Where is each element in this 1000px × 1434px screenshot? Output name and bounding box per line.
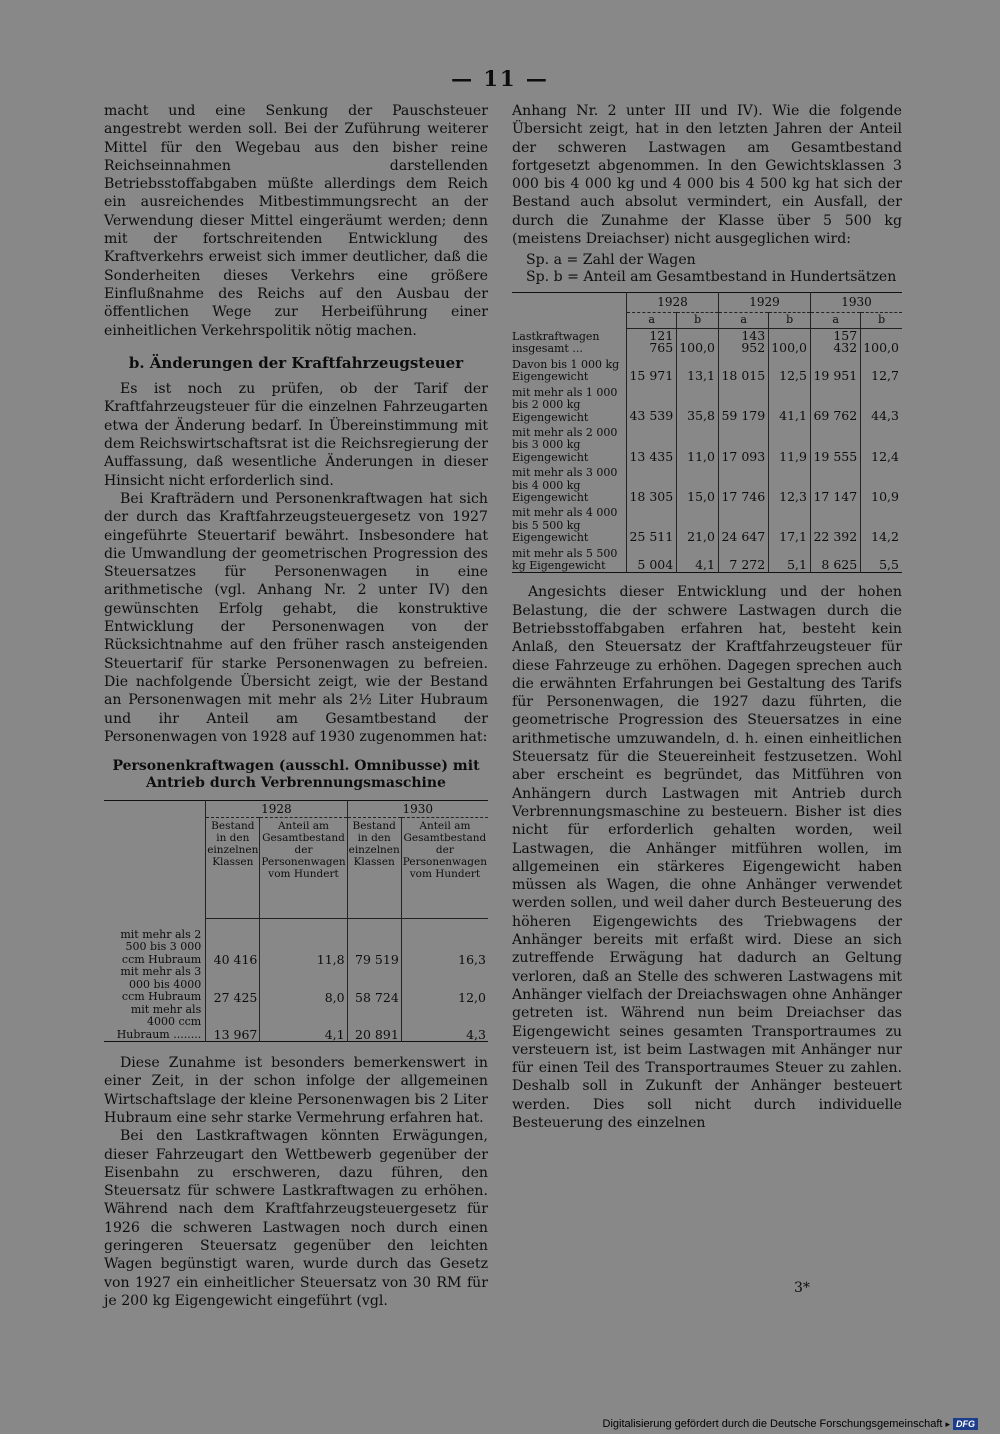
paragraph: Diese Zunahme ist besonders bemerkenswert in einer Zeit, in der schon infolge der allgemeinen Wirtschaftslage der kleine Personenwagen bis 2 Liter Hubraum eine sehr starke Vermehrung erfahren hat. [104, 1055, 488, 1126]
table-cell: 24 647 [719, 504, 769, 544]
table-cell: 27 425 [206, 966, 260, 1004]
table-cell: 12,0 [401, 966, 488, 1004]
arrow-icon: ▸ [945, 1418, 950, 1429]
truck-table [512, 292, 902, 573]
row-label: Lastkraftwagen insgesamt ... [512, 330, 600, 356]
year-header: 1930 [347, 801, 488, 818]
column-header: a [811, 312, 861, 328]
table-cell: 100,0 [769, 328, 811, 356]
footer-text: Digitalisierung gefördert durch die Deutsche Forschungsgemeinschaft [602, 1418, 943, 1430]
table-cell: 17,1 [769, 504, 811, 544]
table-cell: 17 147 [811, 464, 861, 504]
table-cell: 157 432 [811, 328, 861, 356]
table-cell: 7 272 [719, 545, 769, 573]
table-cell: 14,2 [861, 504, 902, 544]
table-row [512, 545, 902, 573]
table-cell: 58 724 [347, 966, 401, 1004]
column-header: Bestand in den einzelnen Klassen [206, 818, 260, 919]
table-cell: 8,0 [260, 966, 347, 1004]
table-cell: 13,1 [677, 356, 719, 384]
table-cell: 35,8 [677, 384, 719, 424]
table-cell: 13 967 [206, 1004, 260, 1042]
right-column [512, 102, 902, 1132]
dfg-logo: DFG [953, 1418, 978, 1430]
table-cell: 41,1 [769, 384, 811, 424]
row-label: mit mehr als 3 000 bis 4000 ccm Hubraum [120, 965, 202, 1004]
table-cell: 5 004 [627, 545, 677, 573]
table-cell: 13 435 [627, 424, 677, 464]
table-cell: 22 392 [811, 504, 861, 544]
table-legend [526, 252, 902, 286]
column-header: a [627, 312, 677, 328]
table-cell: 12,7 [861, 356, 902, 384]
table-cell: 59 179 [719, 384, 769, 424]
table-row [512, 464, 902, 504]
signature-mark: 3* [794, 1280, 810, 1296]
table-cell: 11,8 [260, 919, 347, 967]
row-label: Davon bis 1 000 kg Eigengewicht [512, 357, 620, 384]
table-cell: 15 971 [627, 356, 677, 384]
table-cell: 79 519 [347, 919, 401, 967]
year-header: 1930 [811, 293, 903, 313]
table-title: Personenkraftwagen (ausschl. Omnibusse) mit Antrieb durch Verbrennungsmaschine [112, 758, 480, 792]
table-cell: 43 539 [627, 384, 677, 424]
table-cell: 100,0 [677, 328, 719, 356]
table-cell: 121 765 [627, 328, 677, 356]
table-cell: 21,0 [677, 504, 719, 544]
year-header: 1928 [627, 293, 719, 313]
table-cell: 44,3 [861, 384, 902, 424]
table-cell: 20 891 [347, 1004, 401, 1042]
table-cell: 69 762 [811, 384, 861, 424]
table-row [512, 504, 902, 544]
paragraph: Es ist noch zu prüfen, ob der Tarif der Kraftfahrzeugsteuer für die einzelnen Fahrzeugarten etwa der Änderung bedarf. In Übereinstimmung mit dem Reichswirtschaftsrat ist die Reichsregierung der Auffassung, daß wesentliche Änderungen in dieser Hinsicht nicht erforderlich sind. [104, 381, 488, 489]
table-cell: 5,1 [769, 545, 811, 573]
table-cell: 5,5 [861, 545, 902, 573]
table-cell: 4,3 [401, 1004, 488, 1042]
section-heading: b. Änderungen der Kraftfahrzeugsteuer [128, 353, 464, 372]
table-cell: 25 511 [627, 504, 677, 544]
paragraph: Anhang Nr. 2 unter III und IV). Wie die folgende Übersicht zeigt, hat in den letzten Jahren der Anteil der schweren Lastwagen am Gesamtbestand fortgesetzt abgenommen. In den Gewichtsklassen 3 000 bis 4 000 kg und 4 000 bis 4 500 kg hat sich der Bestand auch absolut vermindert, ein Ausfall, der durch die Zunahme der Klasse über 5 500 kg (meistens Dreiachser) nicht ausgeglichen wird: [512, 103, 902, 248]
paragraph: macht und eine Senkung der Pauschsteuer angestrebt werden soll. Bei der Zuführung weiterer Mittel für den Wegebau aus den bisher reine Reichseinnahmen darstellenden Betriebsstoffabgaben müßte allerdings dem Reich ein ausreichendes Mitbestimmungsrecht an der Verwendung dieser Mittel eingeräumt werden; denn mit der fortschreitenden Entwicklung des Kraftverkehrs erweist sich immer deutlicher, daß die Sonderheiten dieses Verkehrs eine größere Einflußnahme des Reichs auf den Ausbau der öffentlichen Wege zur Herbeiführung einer einheitlichen Verkehrspolitik nötig machen. [104, 103, 488, 339]
table-cell: 40 416 [206, 919, 260, 967]
table-cell: 18 305 [627, 464, 677, 504]
column-header: Bestand in den einzelnen Klassen [347, 818, 401, 919]
table-cell: 4,1 [260, 1004, 347, 1042]
table-cell: 19 951 [811, 356, 861, 384]
table-cell: 11,0 [677, 424, 719, 464]
table-row [512, 328, 902, 356]
column-header: b [769, 312, 811, 328]
column-header: a [719, 312, 769, 328]
table-row [512, 356, 902, 384]
table-cell: 143 952 [719, 328, 769, 356]
row-label: mit mehr als 4000 ccm Hubraum ........ [116, 1002, 202, 1041]
table-cell: 10,9 [861, 464, 902, 504]
column-header: b [677, 312, 719, 328]
table-cell: 15,0 [677, 464, 719, 504]
table-cell: 17 093 [719, 424, 769, 464]
row-label: mit mehr als 3 000 bis 4 000 kg Eigengewicht [512, 466, 618, 504]
table-cell: 100,0 [861, 328, 902, 356]
year-header: 1929 [719, 293, 811, 313]
table-cell: 17 746 [719, 464, 769, 504]
passenger-car-table [104, 800, 488, 1042]
column-header: Anteil am Gesamtbestand der Personenwagen vom Hundert [401, 818, 488, 919]
table-cell: 12,4 [861, 424, 902, 464]
year-header: 1928 [206, 801, 347, 818]
paragraph: Angesichts dieser Entwicklung und der hohen Belastung, die der schwere Lastwagen durch die Betriebsstoffabgaben erfahren hat, besteht kein Anlaß, den Steuersatz der Kraftfahrzeugsteuer für diese Fahrzeuge zu erhöhen. Dagegen sprechen auch die erwähnten Erfahrungen bei Gestaltung des Tarifs für Personenwagen, die 1927 dazu führten, die geometrische Progression des Steuersatzes in eine arithmetische umzuwandeln, d. h. einen einheitlichen Steuersatz für die Steuereinheit festzusetzen. Wohl aber erscheint es begründet, das Mitführen von Anhängern durch Lastwagen mit Antrieb durch Verbrennungsmaschine zu besteuern. Bisher ist dies nicht für erforderlich gehalten worden, weil Lastwagen, die Anhänger mitführen wollen, im allgemeinen ein stärkeres Eigengewicht haben müssen als Wagen, die ohne Anhänger verwendet werden sollen, und weil daher durch Besteuerung des höheren Eigengewichts des Triebwagens der Anhänger bereits mit erfaßt wird. Diese an sich zutreffende Erwägung hat dadurch an Geltung verloren, daß an Stelle des schweren Lastwagens mit Anhänger vielfach der Dreiachswagen ohne Anhänger getreten ist. Während nun beim Dreiachser das Eigengewicht seines gesamten Transportraumes zu versteuern ist, ist beim Lastwagen mit Anhänger nur für einen Teil des Transportraumes Steuer zu zahlen. Deshalb soll in Zukunft der Anhänger besteuert werden. Dies soll nicht durch individuelle Besteuerung des einzelnen [512, 584, 902, 1131]
table-cell: 4,1 [677, 545, 719, 573]
table-cell: 18 015 [719, 356, 769, 384]
row-label: mit mehr als 4 000 bis 5 500 kg Eigengewicht [512, 506, 618, 545]
page-number: — 11 — [451, 66, 549, 91]
column-header: Anteil am Gesamtbestand der Personenwagen vom Hundert [260, 818, 347, 919]
table-cell: 8 625 [811, 545, 861, 573]
row-label: mit mehr als 2 500 bis 3 000 ccm Hubraum [120, 927, 202, 966]
footer [603, 1418, 979, 1430]
table-cell: 12,3 [769, 464, 811, 504]
column-header: b [861, 312, 902, 328]
table-cell: 12,5 [769, 356, 811, 384]
table-row [104, 966, 488, 1004]
legend-line: Sp. a = Zahl der Wagen [526, 252, 696, 269]
paragraph: Bei den Lastkraftwagen könnten Erwägungen, dieser Fahrzeugart den Wettbewerb gegenüber der Eisenbahn zu erschweren, dazu führen, den Steuersatz für schwere Lastkraftwagen zu erhöhen. Während nach dem Kraftfahrzeugsteuergesetz für 1926 die schweren Lastwagen noch durch einen geringeren Steuersatz gegenüber den leichten Wagen begünstigt waren, wurde durch das Gesetz von 1927 ein einheitlicher Steuersatz von 30 RM für je 200 kg Eigengewicht eingeführt (vgl. [104, 1128, 488, 1309]
table-row [104, 919, 488, 967]
paragraph: Bei Krafträdern und Personenkraftwagen hat sich der durch das Kraftfahrzeugsteuergesetz von 1927 eingeführte Steuertarif bewährt. Insbesondere hat die Umwandlung der geometrischen Progression des Steuersatzes für Personenwagen in eine arithmetische (vgl. Anhang Nr. 2 unter IV) den gewünschten Erfolg gehabt, die konstruktive Entwicklung der Personenwagen von der Rücksichtnahme auf den früher rasch ansteigenden Steuertarif für starke Personenwagen zu befreien. Die nachfolgende Übersicht zeigt, wie der Bestand an Personenwagen mit mehr als 2½ Liter Hubraum und ihr Anteil am Gesamtbestand der Personenwagen von 1928 auf 1930 zugenommen hat: [104, 490, 488, 745]
left-column [104, 102, 488, 1310]
row-label: mit mehr als 5 500 kg Eigengewicht [512, 546, 618, 572]
row-label: mit mehr als 2 000 bis 3 000 kg Eigengewicht [512, 425, 618, 464]
table-cell: 19 555 [811, 424, 861, 464]
table-row [104, 1004, 488, 1042]
table-cell: 16,3 [401, 919, 488, 967]
row-label: mit mehr als 1 000 bis 2 000 kg Eigengewicht [512, 385, 618, 424]
legend-line: Sp. b = Anteil am Gesamtbestand in Hundertsätzen [526, 269, 897, 286]
table-cell: 11,9 [769, 424, 811, 464]
table-row [512, 424, 902, 464]
table-row [512, 384, 902, 424]
